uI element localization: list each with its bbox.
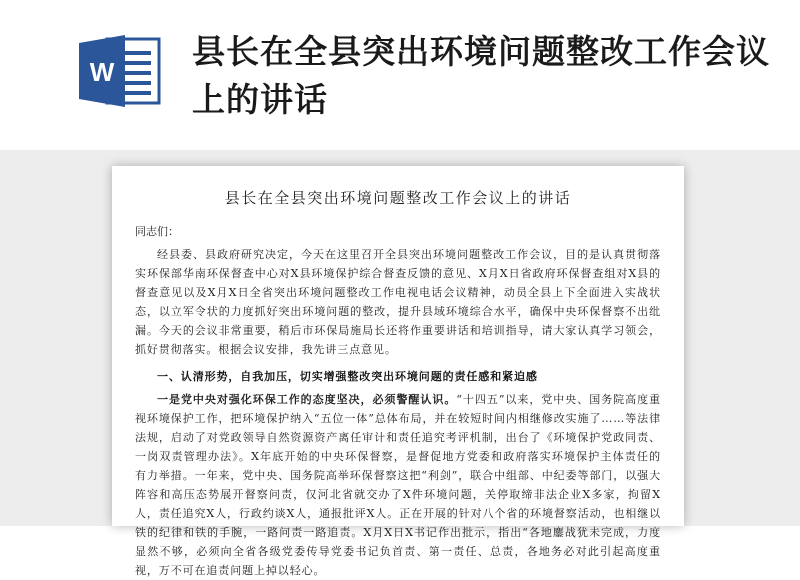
document-title: 县长在全县突出环境问题整改工作会议上的讲话 xyxy=(224,189,572,207)
word-document-icon xyxy=(77,33,163,109)
paragraph xyxy=(135,390,661,580)
document-page xyxy=(112,166,684,577)
page-title: 县长在全县突出环境问题整改工作会议上的讲话 xyxy=(192,32,770,119)
section-heading: 一、认清形势，自我加压，切实增强整改突出环境问题的责任感和紧迫感 xyxy=(157,370,538,383)
paragraph-lead: 一是党中央对强化环保工作的态度坚决，必须警醒认识。 xyxy=(157,393,457,406)
salutation: 同志们： xyxy=(135,225,179,238)
paragraph: 经县委、县政府研究决定，今天在这里召开全县突出环境问题整改工作会议，目的是认真贯彻落实环保部华南环保督查中心对X县环境保护综合督查反馈的意见、X月X日省政府环保督查组对X县的督查意见以及X月X日全省突出环境问题整改工作电视电话会议精神，动员全县上下全面进入实战状态，以立军令状的力度抓好突出环境问题的整改，提升县域环境综合水平，确保中央环保督察不出纰漏。今天的会议非常重要，稍后市环保局施局长还将作重要讲话和培训指导，请大家认真学习领会，抓好贯彻落实。根据会议安排，我先讲三点意见。 xyxy=(135,248,661,356)
word-icon-letter: W xyxy=(89,57,115,87)
header xyxy=(0,0,800,150)
paragraph-body: “十四五”以来，党中央、国务院高度重视环境保护工作，把环境保护纳入“五位一体”总体布局，并在较短时间内相继修改实施了……等法律法规，启动了对党政领导自然资源资产离任审计和责任追究考评机制，出台了《环境保护党政同责、一岗双责管理办法》。X年底开始的中央环保督察，是督促地方党委和政府落实环境保护主体责任的有力举措。一年来，党中央、国务院高举环保督察这把“利剑”，联合中组部、中纪委等部门，以强大阵容和高压态势展开督察问责，仅河北省就交办了X件环境问题，关停取缔非法企业X多家，拘留X人，责任追究X人，行政约谈X人，通报批评X人。正在开展的针对八个省的环境督察活动，也相继以铁的纪律和铁的手腕，一路问责一路追责。X月X日X书记作出批示，指出“各地鏖战犹未完成，力度显然不够，必须向全省各级党委传导党委书记负首责、第一责任、总责，各地务必对此引起高度重视，万不可在追责问题上掉以轻心。 xyxy=(135,393,661,577)
